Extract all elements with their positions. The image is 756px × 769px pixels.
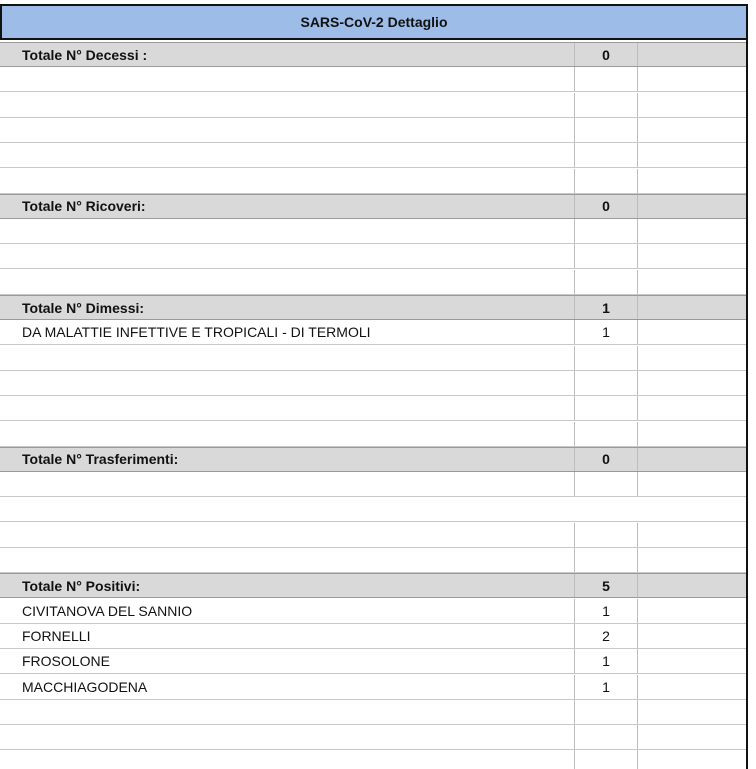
empty-cell: [638, 750, 748, 769]
empty-cell: [638, 675, 748, 699]
empty-cell: [638, 43, 748, 66]
row-count: [574, 548, 638, 572]
row-count: [574, 67, 638, 91]
empty-row: [0, 497, 748, 522]
empty-cell: [638, 67, 748, 91]
section-header-row: [0, 573, 748, 598]
row-label: DA MALATTIE INFETTIVE E TROPICALI - DI TERMOLI: [22, 324, 371, 341]
row-label: [0, 143, 574, 167]
row-count: [574, 523, 638, 547]
report-title: SARS-CoV-2 Dettaglio: [0, 4, 748, 40]
row-count: [574, 371, 638, 395]
row-label: [0, 118, 574, 142]
row-count: [574, 118, 638, 142]
row-count: [574, 169, 638, 193]
row-count: [574, 422, 638, 446]
row-count: 2: [574, 624, 638, 648]
section-label: Totale N° Positivi:: [22, 577, 141, 594]
empty-cell: [638, 472, 748, 496]
empty-cell: [638, 624, 748, 648]
section-total: 0: [574, 448, 638, 471]
row-label: CIVITANOVA DEL SANNIO: [22, 602, 193, 619]
row-count: [574, 725, 638, 749]
row-label: FROSOLONE: [22, 653, 110, 670]
section-label: Totale N° Dimessi:: [22, 299, 145, 316]
empty-cell: [638, 523, 748, 547]
empty-cell: [638, 244, 748, 268]
row-count: 1: [574, 649, 638, 673]
empty-row: [0, 67, 748, 92]
table-row: [0, 599, 748, 624]
empty-cell: [638, 118, 748, 142]
empty-cell: [638, 169, 748, 193]
row-count: [574, 219, 638, 243]
row-label: [0, 67, 574, 91]
row-count: [574, 270, 638, 294]
row-label: [0, 472, 574, 496]
empty-cell: [638, 396, 748, 420]
section-label: Totale N° Ricoveri:: [22, 198, 146, 215]
section-label: Totale N° Trasferimenti:: [22, 451, 179, 468]
row-label: [0, 497, 574, 521]
empty-row: [0, 219, 748, 244]
empty-row: [0, 750, 748, 769]
section-header-row: [0, 295, 748, 320]
empty-cell: [638, 649, 748, 673]
empty-row: [0, 244, 748, 269]
row-label: [0, 219, 574, 243]
row-count: [574, 472, 638, 496]
row-count: [574, 244, 638, 268]
empty-row: [0, 422, 748, 447]
empty-cell: [638, 548, 748, 572]
row-label: [0, 523, 574, 547]
row-count: [574, 750, 638, 769]
empty-cell: [638, 700, 748, 724]
row-label: [0, 270, 574, 294]
empty-row: [0, 700, 748, 725]
empty-row: [0, 472, 748, 497]
empty-cell: [638, 599, 748, 623]
row-count: [574, 396, 638, 420]
sheet-right-border: [746, 4, 748, 769]
section-total: 0: [574, 43, 638, 66]
section-total: 5: [574, 574, 638, 597]
section-total: 0: [574, 195, 638, 218]
empty-row: [0, 346, 748, 371]
row-label: FORNELLI: [22, 627, 91, 644]
section-total: 1: [574, 296, 638, 319]
row-label: [0, 244, 574, 268]
row-count: 1: [574, 320, 638, 344]
empty-row: [0, 523, 748, 548]
empty-cell: [638, 346, 748, 370]
row-count: [574, 497, 638, 521]
table-row: [0, 649, 748, 674]
empty-cell: [638, 195, 748, 218]
table-row: [0, 320, 748, 345]
empty-row: [0, 93, 748, 118]
table-row: [0, 624, 748, 649]
report-sheet: [0, 4, 756, 769]
row-label: [0, 93, 574, 117]
row-label: [0, 169, 574, 193]
row-count: [574, 143, 638, 167]
empty-row: [0, 371, 748, 396]
empty-cell: [638, 143, 748, 167]
row-count: [574, 346, 638, 370]
empty-cell: [638, 320, 748, 344]
empty-row: [0, 169, 748, 194]
empty-cell: [638, 725, 748, 749]
section-header-row: [0, 42, 748, 67]
row-label: [0, 422, 574, 446]
empty-row: [0, 548, 748, 573]
row-count: 1: [574, 599, 638, 623]
empty-cell: [638, 371, 748, 395]
empty-cell: [638, 574, 748, 597]
row-label: [0, 725, 574, 749]
row-label: [0, 346, 574, 370]
row-label: [0, 750, 574, 769]
empty-row: [0, 725, 748, 750]
empty-cell: [638, 219, 748, 243]
section-label: Totale N° Decessi :: [22, 46, 148, 63]
empty-cell: [638, 93, 748, 117]
empty-row: [0, 270, 748, 295]
empty-row: [0, 118, 748, 143]
row-label: [0, 700, 574, 724]
empty-cell: [638, 448, 748, 471]
table-row: [0, 675, 748, 700]
section-header-row: [0, 447, 748, 472]
row-label: [0, 396, 574, 420]
empty-cell: [638, 270, 748, 294]
empty-cell: [638, 422, 748, 446]
row-count: 1: [574, 675, 638, 699]
empty-row: [0, 143, 748, 168]
row-count: [574, 93, 638, 117]
row-label: [0, 548, 574, 572]
section-header-row: [0, 194, 748, 219]
empty-row: [0, 396, 748, 421]
empty-cell: [638, 296, 748, 319]
row-label: [0, 371, 574, 395]
empty-cell: [638, 497, 748, 521]
row-label: MACCHIAGODENA: [22, 678, 148, 695]
row-count: [574, 700, 638, 724]
